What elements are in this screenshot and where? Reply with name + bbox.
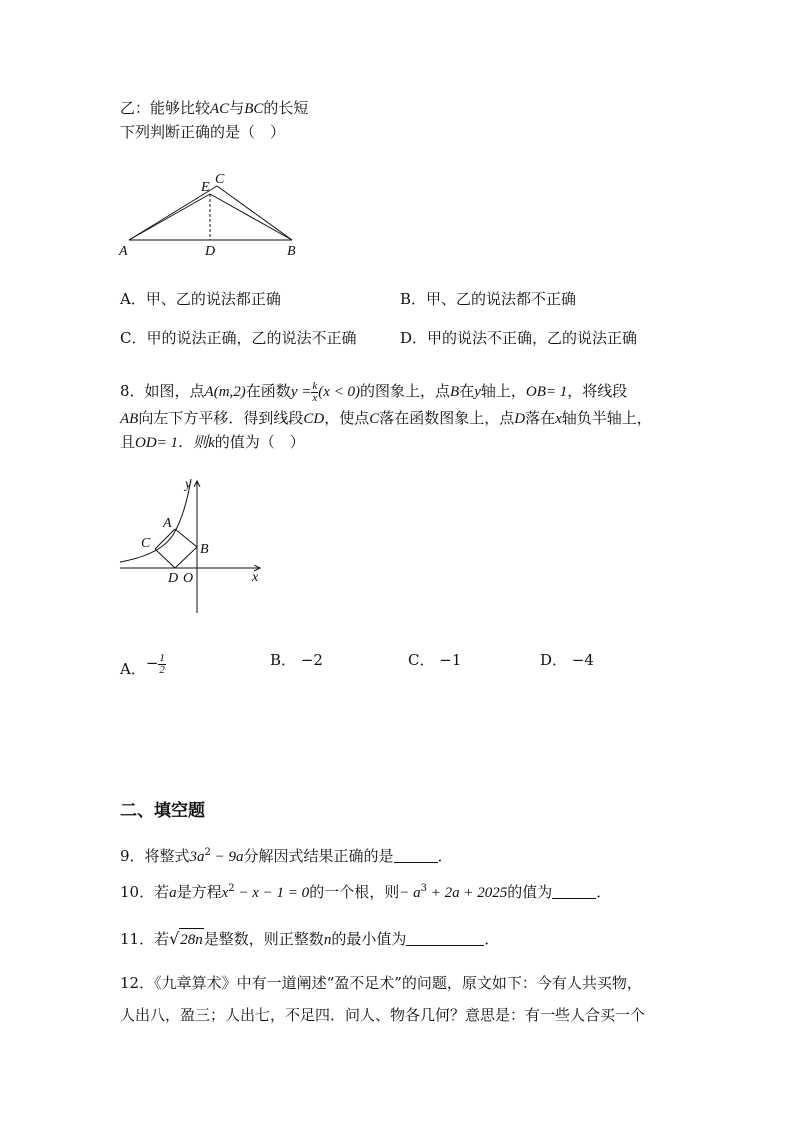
q12-line1: 12．《九章算术》中有一道阐述“盈不足术”的问题，原文如下：今有人共买物， [120, 974, 642, 992]
label-C: C [215, 172, 225, 187]
label-A: A [119, 244, 128, 259]
answer-blank [406, 931, 484, 946]
q9: 9．将整式$3a^2 - 9a$分解因式结果正确的是 ． [120, 847, 453, 865]
label-y: y [185, 477, 192, 492]
q7-question: 下列判断正确的是（ ） [120, 123, 286, 141]
q7-statement-yi: 乙：能够比较AC与BC的长短 [120, 99, 309, 117]
q7-option-b: B．甲、乙的说法都不正确 [400, 290, 577, 308]
fraction-one-half: $\frac{1}{2}$ [159, 651, 165, 676]
label-E: E [201, 180, 210, 195]
answer-blank [552, 884, 596, 899]
q8-line2: AB向左下方平移．得到线段CD，使点C落在函数图象上，点D落在x轴负半轴上， [120, 409, 652, 427]
q8-option-a: A．− $\frac{1}{2}$ [120, 651, 165, 678]
label-B: B [200, 542, 209, 557]
label-O: O [183, 571, 194, 586]
q10: 10．若a是方程$x^2 - x - 1 = 0$的一个根，则− $a^3 + 2a + 2025$的值为 ． [120, 883, 612, 901]
label-A: A [163, 516, 172, 531]
q12-line2: 人出八，盈三；人出七，不足四．问人、物各几何？意思是：有一些人合买一个 [120, 1006, 646, 1024]
q8-option-b: B． −2 [270, 651, 323, 669]
label-D: D [205, 244, 216, 259]
section-title: 二、填空题 [120, 801, 205, 821]
q8-option-c: C． −1 [408, 651, 462, 669]
q8-line1: 8．如图，点A(m,2)在函数y = $\frac{k}{x}$ (x < 0)的图象上，点B在y轴上，OB= 1，将线段 [120, 379, 628, 404]
q7-figure [115, 168, 315, 263]
fraction-k-over-x: $\frac{k}{x}$ [312, 379, 318, 404]
q11: 11．若√28n是整数，则正整数n的最小值为 ． [120, 929, 500, 948]
answer-blank [394, 848, 438, 863]
q7-option-d: D．甲的说法不正确，乙的说法正确 [400, 329, 638, 347]
label-B: B [287, 244, 296, 259]
q7-option-a: A．甲、乙的说法都正确 [120, 290, 281, 308]
q8-figure [115, 475, 275, 620]
label-D: D [168, 571, 179, 586]
q8-line3: 且OD= 1．则k的值为（ ） [120, 433, 305, 451]
label-C: C [141, 536, 151, 551]
label-x: x [252, 570, 259, 585]
q7-option-c: C．甲的说法正确，乙的说法不正确 [120, 329, 357, 347]
q8-option-d: D． −4 [540, 651, 594, 669]
